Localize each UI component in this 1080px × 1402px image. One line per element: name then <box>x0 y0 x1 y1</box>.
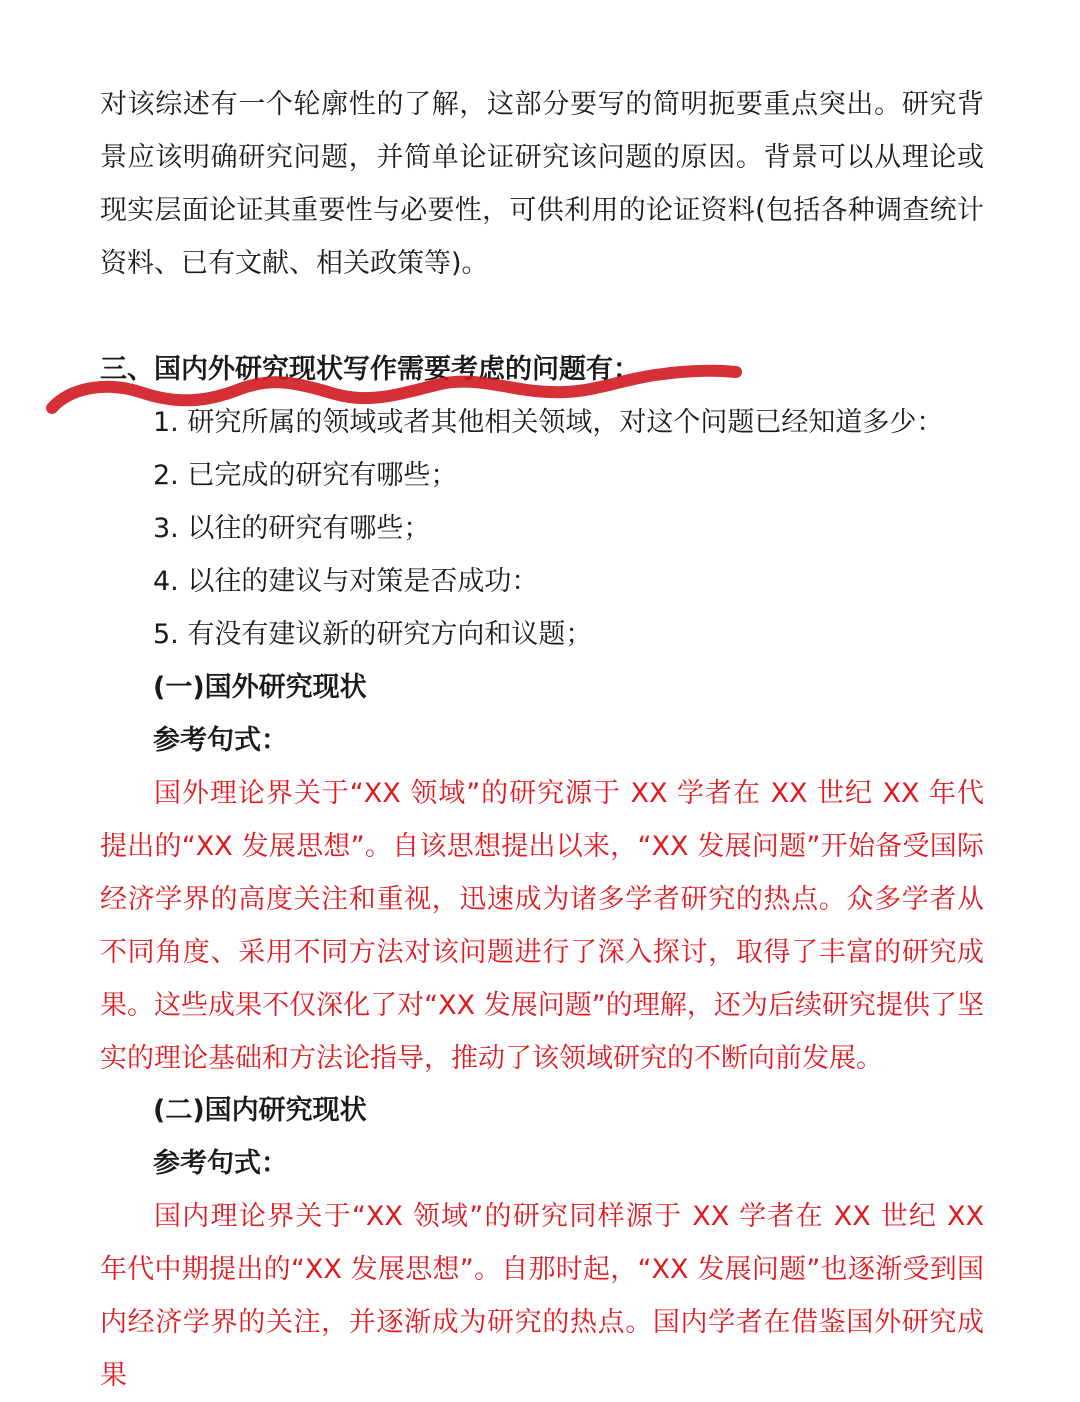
section-heading: 三、国内外研究现状写作需要考虑的问题有： <box>100 354 640 385</box>
domestic-subheading: (二)国内研究现状 <box>153 1095 367 1126</box>
list-item: 3. 以往的研究有哪些； <box>153 513 431 544</box>
list-item: 4. 以往的建议与对策是否成功： <box>153 566 539 597</box>
foreign-subheading: (一)国外研究现状 <box>153 672 367 703</box>
intro-paragraph: 对该综述有一个轮廓性的了解，这部分要写的简明扼要重点突出。研究背景应该明确研究问题，并简单论证研究该问题的原因。背景可以从理论或现实层面论证其重要性与必要性，可供利用的论证资料(包括各种调查统计资料、已有文献、相关政策等)。 <box>100 89 984 279</box>
domestic-reference-label: 参考句式： <box>153 1148 288 1179</box>
list-item: 2. 已完成的研究有哪些； <box>153 460 458 491</box>
list-item: 5. 有没有建议新的研究方向和议题； <box>153 619 593 650</box>
foreign-reference-paragraph: 国外理论界关于“XX 领域”的研究源于 XX 学者在 XX 世纪 XX 年代提出的“XX 发展思想”。自该思想提出以来，“XX 发展问题”开始备受国际经济学界的高度关注和重视，迅速成为诸多学者研究的热点。众多学者从不同角度、采用不同方法对该问题进行了深入探讨，取得了丰富的研究成果。这些成果不仅深化了对“XX 发展问题”的理解，还为后续研究提供了坚实的理论基础和方法论指导，推动了该领域研究的不断向前发展。 <box>100 778 984 1074</box>
foreign-reference-label: 参考句式： <box>153 725 288 756</box>
domestic-reference-paragraph: 国内理论界关于“XX 领域”的研究同样源于 XX 学者在 XX 世纪 XX 年代中期提出的“XX 发展思想”。自那时起，“XX 发展问题”也逐渐受到国内经济学界的关注，并逐渐成为研究的热点。国内学者在借鉴国外研究成果 <box>100 1201 984 1391</box>
list-item: 1. 研究所属的领域或者其他相关领域，对这个问题已经知道多少： <box>153 407 944 438</box>
